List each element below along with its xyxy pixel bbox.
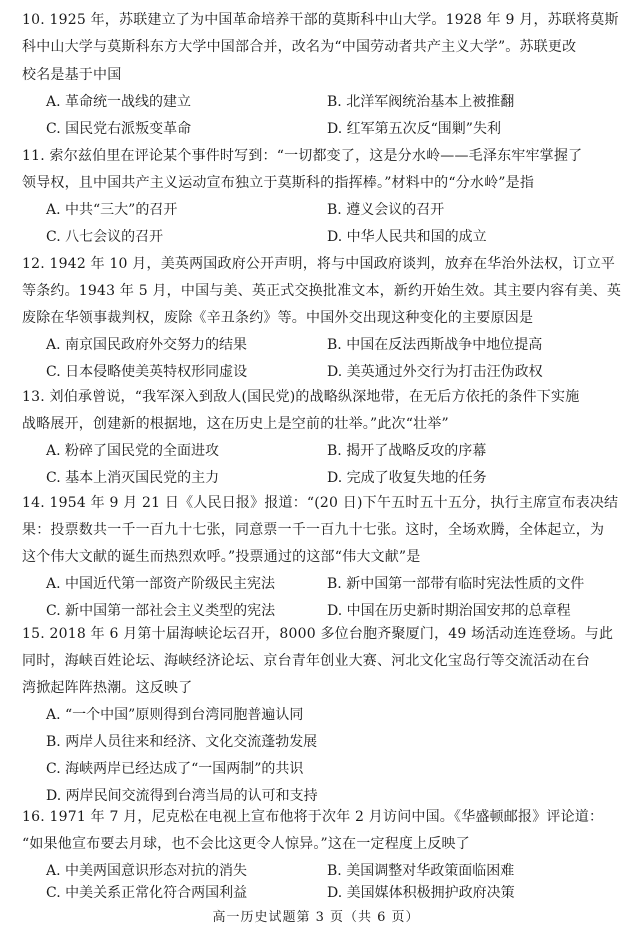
q16-option-b[interactable]: B. 美国调整对华政策面临困难 xyxy=(327,863,515,879)
q14-option-a[interactable]: A. 中国近代第一部资产阶级民主宪法 xyxy=(46,576,276,592)
page-footer: 高一历史试题第 3 页（共 6 页） xyxy=(212,910,420,925)
q14-stem-line-2: 果：投票数共一千一百九十七张，同意票一千一百九十七张。这时，全场欢腾，全体起立，为 xyxy=(22,522,605,538)
q10-stem-line-1: 10. 1925 年，苏联建立了为中国革命培养干部的莫斯科中山大学。1928 年 9 月，苏联将莫斯 xyxy=(22,12,619,28)
q10-option-c[interactable]: C. 国民党右派叛变革命 xyxy=(46,121,192,137)
q13-stem-line-2: 战略展开，创建新的根据地，这在历史上是空前的壮举。”此次“壮举” xyxy=(22,416,449,432)
q11-stem-line-1: 11. 索尔兹伯里在评论某个事件时写到：“一切都变了，这是分水岭——毛泽东牢牢掌握了 xyxy=(22,148,583,164)
q12-option-c[interactable]: C. 日本侵略使美英特权形同虚设 xyxy=(46,364,248,380)
q15-option-b[interactable]: B. 两岸人员往来和经济、文化交流蓬勃发展 xyxy=(46,734,318,750)
q15-option-c[interactable]: C. 海峡两岸已经达成了“一国两制”的共识 xyxy=(46,761,304,777)
q15-stem-line-1: 15. 2018 年 6 月第十届海峡论坛召开，8000 多位台胞齐聚厦门，49 场活动连连登场。与此 xyxy=(22,626,614,642)
q13-option-b[interactable]: B. 揭开了战略反攻的序幕 xyxy=(327,443,487,459)
q15-option-a[interactable]: A. “一个中国”原则得到台湾同胞普遍认同 xyxy=(46,707,304,723)
q16-option-a[interactable]: A. 中美两国意识形态对抗的消失 xyxy=(46,863,248,879)
q15-stem-line-3: 湾掀起阵阵热潮。这反映了 xyxy=(22,680,193,696)
q15-stem-line-2: 同时，海峡百姓论坛、海峡经济论坛、京台青年创业大赛、河北文化宝岛行等交流活动在台 xyxy=(22,653,590,669)
q12-stem-line-2: 等条约。1943 年 5 月，中国与美、英正式交换批准文本，新约开始生效。其主要内容有美、英 xyxy=(22,283,622,299)
q13-stem-line-1: 13. 刘伯承曾说，“我军深入到敌人(国民党)的战略纵深地带，在无后方依托的条件下实施 xyxy=(22,389,580,405)
q11-option-d[interactable]: D. 中华人民共和国的成立 xyxy=(327,229,487,245)
q14-option-b[interactable]: B. 新中国第一部带有临时宪法性质的文件 xyxy=(327,576,585,592)
q15-option-d[interactable]: D. 两岸民间交流得到台湾当局的认可和支持 xyxy=(46,788,318,804)
q10-stem-line-2: 科中山大学与莫斯科东方大学中国部合并，改名为“中国劳动者共产主义大学”。苏联更改 xyxy=(22,39,577,55)
q11-stem-line-2: 领导权，且中国共产主义运动宣布独立于莫斯科的指挥棒。”材料中的“分水岭”是指 xyxy=(22,175,535,191)
q13-option-c[interactable]: C. 基本上消灭国民党的主力 xyxy=(46,470,220,486)
q14-stem-line-1: 14. 1954 年 9 月 21 日《人民日报》报道：“(20 日)下午五时五十五分，执行主席宣布表决结 xyxy=(22,495,619,511)
q16-option-d[interactable]: D. 美国媒体积极拥护政府决策 xyxy=(327,885,515,901)
q16-stem-line-1: 16. 1971 年 7 月，尼克松在电视上宣布他将于次年 2 月访问中国。《华盛顿邮报》评论道： xyxy=(22,809,604,825)
q10-option-d[interactable]: D. 红军第五次反“围剿”失利 xyxy=(327,121,501,137)
q12-stem-line-1: 12. 1942 年 10 月，美英两国政府公开声明，将与中国政府谈判，放弃在华治外法权，订立平 xyxy=(22,256,616,272)
q11-option-c[interactable]: C. 八七会议的召开 xyxy=(46,229,164,245)
q10-option-a[interactable]: A. 革命统一战线的建立 xyxy=(46,94,192,110)
q12-stem-line-3: 废除在华领事裁判权，废除《辛丑条约》等。中国外交出现这种变化的主要原因是 xyxy=(22,310,534,326)
q10-stem-line-3: 校名是基于中国 xyxy=(22,67,122,83)
q10-option-b[interactable]: B. 北洋军阀统治基本上被推翻 xyxy=(327,94,515,110)
q11-option-a[interactable]: A. 中共“三大”的召开 xyxy=(46,202,178,218)
q14-option-d[interactable]: D. 中国在历史新时期治国安邦的总章程 xyxy=(327,603,571,619)
q12-option-b[interactable]: B. 中国在反法西斯战争中地位提高 xyxy=(327,337,543,353)
q13-option-a[interactable]: A. 粉碎了国民党的全面进攻 xyxy=(46,443,220,459)
q12-option-d[interactable]: D. 美英通过外交行为打击汪伪政权 xyxy=(327,364,543,380)
q12-option-a[interactable]: A. 南京国民政府外交努力的结果 xyxy=(46,337,248,353)
q16-option-c[interactable]: C. 中美关系正常化符合两国利益 xyxy=(46,885,248,901)
q14-stem-line-3: 这个伟大文献的诞生而热烈欢呼。”投票通过的这部“伟大文献”是 xyxy=(22,549,421,565)
q14-option-c[interactable]: C. 新中国第一部社会主义类型的宪法 xyxy=(46,603,276,619)
q16-stem-line-2: “如果他宣布要去月球，也不会比这更令人惊异。”这在一定程度上反映了 xyxy=(22,836,470,852)
q13-option-d[interactable]: D. 完成了收复失地的任务 xyxy=(327,470,487,486)
q11-option-b[interactable]: B. 遵义会议的召开 xyxy=(327,202,445,218)
